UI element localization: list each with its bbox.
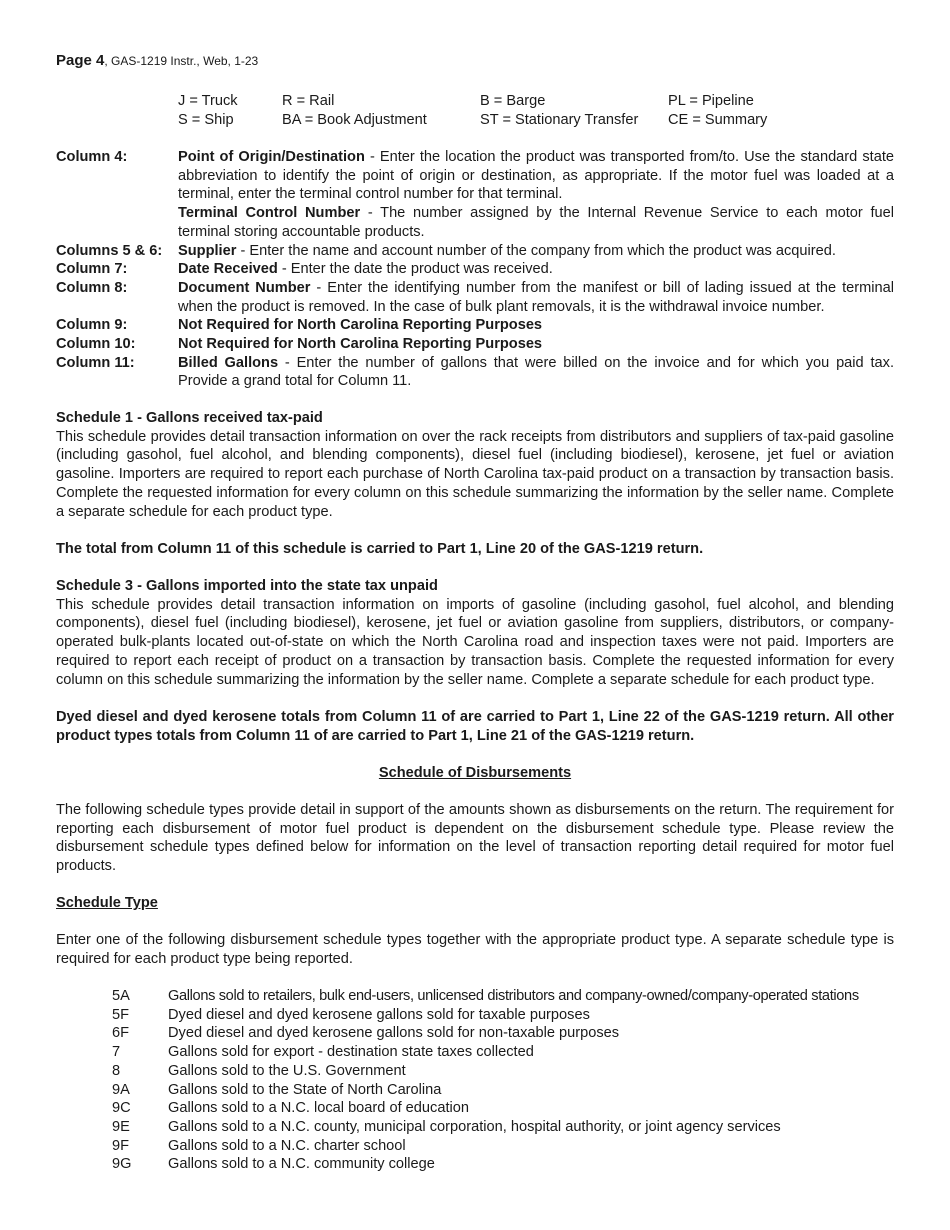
- column-term: Point of Origin/Destination: [178, 149, 365, 165]
- column-term: Billed Gallons: [178, 354, 279, 371]
- schedule-3-section: [56, 577, 894, 689]
- schedule-type-desc: Dyed diesel and dyed kerosene gallons sold for non-taxable purposes: [168, 1025, 620, 1042]
- schedule-type-desc: Gallons sold to a N.C. community college: [168, 1156, 435, 1173]
- schedule-type-row: [112, 1043, 859, 1062]
- column-label: Column 10:: [56, 336, 136, 353]
- column-term: Not Required for North Carolina Reporting Purposes: [178, 317, 543, 334]
- schedule-3-note: Dyed diesel and dyed kerosene totals from Column 11 of are carried to Part 1, Line 22 of the GAS-1219 return. All other product types totals from Column 11 of are carried to Part 1, Line 21 of the GAS-1219 return.: [56, 709, 894, 744]
- schedule-type-desc: Gallons sold to a N.C. charter school: [168, 1137, 406, 1154]
- column-description: [178, 316, 894, 335]
- mode-code: R = Rail: [282, 93, 335, 109]
- schedule-type-row: [112, 987, 859, 1006]
- schedule-type-row: [112, 1006, 859, 1025]
- schedule-type-row: [112, 1118, 859, 1137]
- column-text: - Enter the name and account number of the company from which the product was acquired.: [236, 242, 836, 259]
- transport-mode-codes: [178, 92, 767, 130]
- mode-row: [178, 111, 767, 130]
- schedule-type-code: 9C: [112, 1100, 131, 1117]
- schedule-type-code: 7: [112, 1044, 121, 1061]
- schedule-type-desc: Gallons sold to a N.C. county, municipal corporation, hospital authority, or joint agency services: [168, 1118, 781, 1135]
- schedule-type-row: [112, 1137, 859, 1156]
- schedule-type-desc: Gallons sold for export - destination state taxes collected: [168, 1044, 534, 1061]
- schedule-type-row: [112, 1081, 859, 1100]
- schedule-type-code: 9F: [112, 1137, 130, 1154]
- schedule-1-body: This schedule provides detail transaction information on over the rack receipts from distributors and suppliers of tax-paid gasoline (including gasohol, fuel alcohol, and blending components), diesel fuel (including biodiesel), kerosene, jet fuel or aviation gasoline. Importers are required to report each purchase of North Carolina tax-paid product on a transaction by transaction basis. Complete the requested information for every column on this schedule summarizing the information by the seller name. Complete a separate schedule for each product type.: [56, 428, 894, 520]
- column-description: [178, 148, 894, 204]
- column-8-row: [56, 279, 894, 316]
- column-text: - The number assigned by the Internal Revenue Service to each motor fuel terminal storing accountable products.: [178, 205, 894, 240]
- column-label: Column 8:: [56, 279, 128, 296]
- column-7-row: [56, 260, 894, 279]
- schedule-type-code: 6F: [112, 1025, 130, 1042]
- schedule-type-row: [112, 1062, 859, 1081]
- mode-code: S = Ship: [178, 112, 234, 128]
- schedule-type-desc: Gallons sold to a N.C. local board of education: [168, 1100, 469, 1117]
- schedule-type-heading: Schedule Type: [56, 895, 158, 911]
- schedule-type-row: [112, 1024, 859, 1043]
- disbursements-heading: Schedule of Disbursements: [378, 765, 572, 781]
- mode-code: B = Barge: [480, 93, 546, 109]
- schedule-type-code: 9A: [112, 1081, 130, 1098]
- column-10-row: [56, 335, 894, 354]
- column-term: Document Number: [178, 279, 311, 296]
- column-instructions: [56, 148, 894, 391]
- column-term: Not Required for North Carolina Reporting Purposes: [178, 336, 543, 353]
- column-text: - Enter the identifying number from the manifest or bill of lading issued at the terminal when the product is removed. In the case of bulk plant removals, it is the withdrawal invoice number.: [178, 279, 895, 315]
- schedule-type-desc: Dyed diesel and dyed kerosene gallons sold for taxable purposes: [168, 1006, 590, 1023]
- mode-code: BA = Book Adjustment: [282, 112, 427, 128]
- column-9-row: [56, 316, 894, 335]
- column-label: Columns 5 & 6:: [56, 242, 163, 259]
- column-label: Column 9:: [56, 317, 128, 334]
- schedule-type-desc: Gallons sold to the U.S. Government: [168, 1062, 406, 1079]
- mode-code: J = Truck: [178, 93, 238, 109]
- column-description: [178, 279, 894, 316]
- column-description: [178, 242, 894, 261]
- schedule-type-code: 9G: [112, 1156, 132, 1173]
- column-term: Supplier: [178, 242, 237, 259]
- page-header: [56, 52, 258, 71]
- column-label: Column 11:: [56, 354, 135, 371]
- schedule-3-heading: Schedule 3 - Gallons imported into the state tax unpaid: [56, 578, 438, 594]
- mode-code: CE = Summary: [668, 112, 768, 128]
- column-11-row: [56, 354, 894, 391]
- column-description: [178, 260, 894, 279]
- schedule-type-list: [112, 987, 859, 1174]
- column-description: [178, 354, 894, 391]
- column-text: - Enter the date the product was received.: [277, 261, 553, 278]
- schedule-type-row: [112, 1155, 859, 1174]
- schedule-type-row: [112, 1099, 859, 1118]
- column-label: Column 7:: [56, 261, 128, 278]
- mode-code: ST = Stationary Transfer: [480, 112, 639, 128]
- column-description: [178, 204, 894, 241]
- schedule-type-code: 9E: [112, 1118, 130, 1135]
- schedule-type-desc: Gallons sold to retailers, bulk end-users, unlicensed distributors and company-owned/company-operated stations: [168, 988, 859, 1004]
- schedule-type-code: 5F: [112, 1006, 130, 1023]
- column-4-sub-row: [56, 204, 894, 241]
- schedule-type-code: 8: [112, 1062, 121, 1079]
- form-id: , GAS-1219 Instr., Web, 1-23: [104, 54, 259, 68]
- column-description: [178, 335, 894, 354]
- schedule-1-heading: Schedule 1 - Gallons received tax-paid: [56, 410, 323, 426]
- disbursements-body: The following schedule types provide detail in support of the amounts shown as disbursements on the return. The requirement for reporting each disbursement of motor fuel product is dependent on the disbursement schedule type. Please review the disbursement schedule types defined below for information on the level of transaction reporting detail required for motor fuel products.: [56, 802, 894, 875]
- mode-code: PL = Pipeline: [668, 93, 754, 109]
- schedule-1-note: The total from Column 11 of this schedule is carried to Part 1, Line 20 of the GAS-1219 return.: [56, 541, 704, 557]
- column-label: Column 4:: [56, 149, 128, 165]
- schedule-type-code: 5A: [112, 988, 130, 1004]
- column-term: Terminal Control Number: [178, 205, 361, 222]
- mode-row: [178, 92, 767, 111]
- column-term: Date Received: [178, 261, 278, 278]
- schedule-type-body: Enter one of the following disbursement schedule types together with the appropriate product type. A separate schedule type is required for each product type being reported.: [56, 932, 894, 967]
- schedule-3-body: This schedule provides detail transaction information on imports of gasoline (including gasohol, fuel alcohol, and blending components), diesel fuel (including biodiesel), kerosene, jet fuel or aviation gasoline from suppliers, distributors, or company-operated bulk-plants located out-of-state on which the North Carolina road and inspection taxes were not paid. Importers are required to report each receipt of product on a transaction by transaction basis. Complete the requested information for every column on this schedule summarizing the information by the seller name. Complete a separate schedule for each product type.: [56, 596, 894, 688]
- schedule-1-section: [56, 409, 894, 521]
- column-text: - Enter the location the product was transported from/to. Use the standard state abbreviation to identify the point of origin or destination, as appropriate. If the motor fuel was loaded at a terminal, enter the terminal control number for that terminal.: [178, 149, 894, 203]
- column-4-row: [56, 148, 894, 204]
- column-text: - Enter the number of gallons that were billed on the invoice and for which you paid tax. Provide a grand total for Column 11.: [178, 354, 894, 390]
- schedule-type-desc: Gallons sold to the State of North Carolina: [168, 1081, 442, 1098]
- page-number: Page 4: [56, 52, 105, 69]
- columns-5-6-row: [56, 242, 894, 261]
